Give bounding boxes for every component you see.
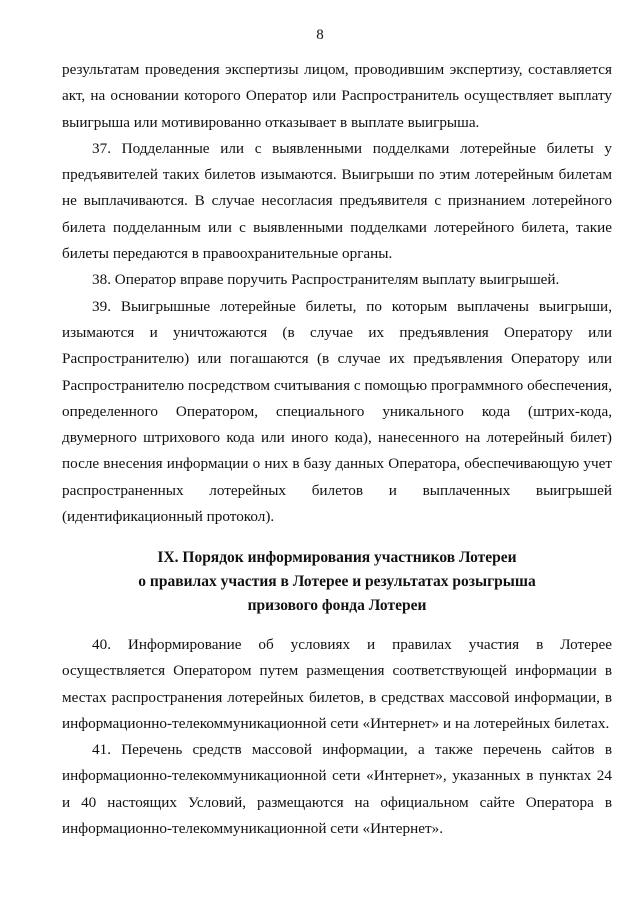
section-heading-line-1: IX. Порядок информирования участников Лотереи — [157, 549, 517, 566]
section-heading-line-2: о правилах участия в Лотерее и результатах розыгрыша — [138, 573, 536, 590]
section-heading — [62, 546, 612, 618]
paragraph-39-end: (идентификационный протокол). — [62, 508, 275, 526]
page-number: 8 — [316, 27, 324, 43]
body-text-bottom — [62, 632, 612, 842]
paragraph-37: 37. Подделанные или с выявленными подделками лотерейные билеты у предъявителей таких билетов изымаются. Выигрыши по этим лотерейным билетам не выплачиваются. В случае несогласия предъявителя с признанием лотерейного билета подделанным или с выявленными подделками лотерейного билета, такие билеты передаются в правоохранительные органы. — [62, 139, 612, 263]
paragraph-36-continued: результатам проведения экспертизы лицом, проводившим экспертизу, составляется акт, на основании которого Оператор или Распространитель осуществляет выплату выигрыша или мотивированно отказывает в выплате выигрыша. — [62, 61, 612, 131]
paragraph-39: 39. Выигрышные лотерейные билеты, по которым выплачены выигрыши, изымаются и уничтожаются (в случае их предъявления Оператору или Распространителю) или погашаются (в случае их предъявления Оператору или Распространителю посредством считывания с помощью программного обеспечения, определенного Оператором, специального уникального кода (штрих-кода, двумерного штрихового кода или иного кода), нанесенного на лотерейный билет) после внесения информации о них в базу данных Оператора, обеспечивающую учет распространенных лотерейных билетов и выплаченных выигрышей — [62, 297, 612, 499]
paragraph-41: 41. Перечень средств массовой информации, а также перечень сайтов в информационно-телекоммуникационной сети «Интернет», указанных в пунктах 24 и 40 настоящих Условий, размещаются на официальном сайте Оператора в информационно-телекоммуникационной сети «Интернет». — [62, 741, 612, 838]
body-text-top — [62, 57, 612, 530]
section-heading-line-3: призового фонда Лотереи — [247, 597, 427, 614]
paragraph-38: 38. Оператор вправе поручить Распространителям выплату выигрышей. — [92, 271, 560, 289]
paragraph-40: 40. Информирование об условиях и правилах участия в Лотерее осуществляется Оператором путем размещения соответствующей информации в местах распространения лотерейных билетов, в средствах массовой информации, в информационно-телекоммуникационной сети «Интернет» и на лотерейных билетах. — [62, 636, 612, 732]
